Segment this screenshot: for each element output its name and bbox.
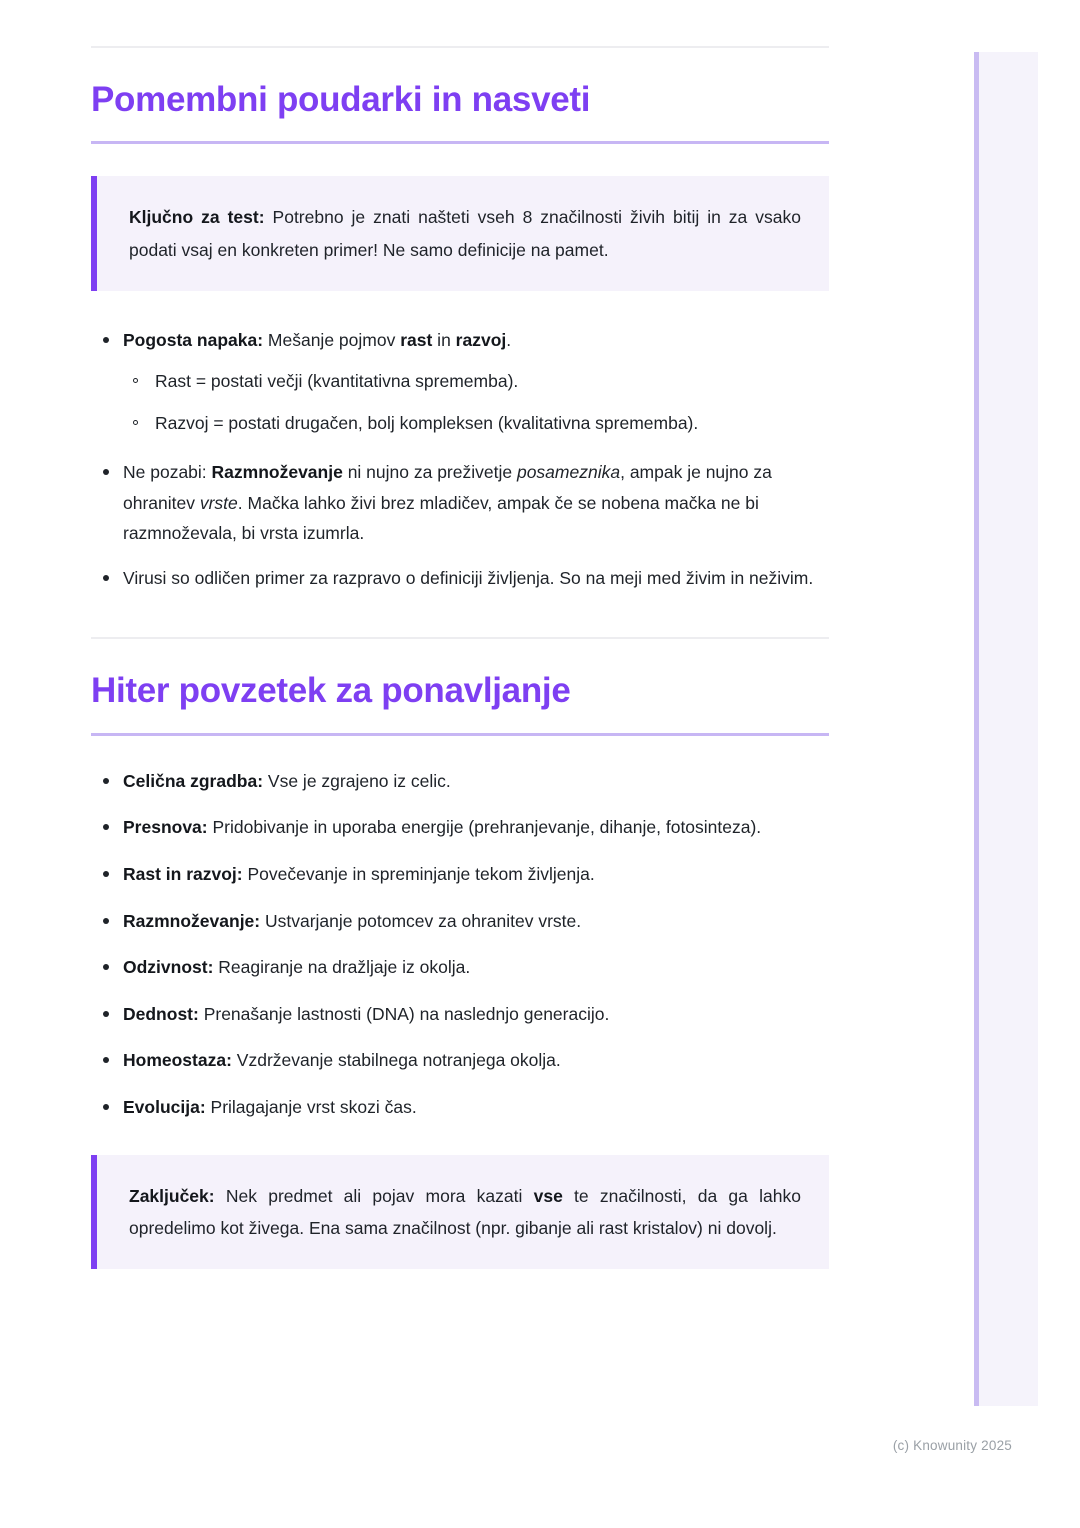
summary-label: Dednost: [123,1003,199,1024]
list-item [91,906,829,937]
bullet-text: Mešanje pojmov [263,330,401,350]
callout-body: Potrebno je znati našteti vseh 8 značilnosti živih bitij in za vsako podati vsaj en konkreten primer! Ne samo definicije na pamet. [129,207,801,260]
sub-list [123,366,829,439]
bullet-italic-vrste: vrste [199,492,238,513]
callout-emphasis-vse: vse [533,1185,563,1206]
summary-label: Presnova: [123,817,208,838]
callout-conclusion [91,1155,829,1270]
section-title-underline [91,141,829,144]
footer-copyright: (c) Knowunity 2025 [892,1438,1012,1453]
highlights-list [91,325,829,593]
bullet-text-2: in [432,330,456,350]
callout-text [129,201,801,266]
document-content-column [91,0,829,1269]
list-item [91,1045,829,1076]
summary-label: Rast in razvoj: [123,863,243,884]
summary-label: Odzivnost: [123,957,214,978]
summary-text: Vse je zgrajeno iz celic. [263,770,451,791]
bullet-text-3: . [506,330,512,350]
summary-label: Homeostaza: [123,1050,232,1071]
summary-text: Ustvarjanje potomcev za ohranitev vrste. [260,910,582,931]
callout-body-a: Nek predmet ali pojav mora kazati [214,1185,534,1206]
summary-label: Evolucija: [123,1097,206,1117]
section-title-underline-2 [91,733,829,736]
list-item [91,1092,829,1123]
summary-text: Prilagajanje vrst skozi čas. [205,1097,417,1117]
summary-list [91,766,829,1123]
bullet-lead: Ne pozabi: [123,461,212,482]
bullet-mid-2: , ampak je nujno za ohranitev [123,461,772,513]
list-item [91,999,829,1030]
summary-text: Pridobivanje in uporaba energije (prehranjevanje, dihanje, fotosinteza). [207,817,762,838]
callout-body-b: te značilnosti, da ga lahko opredelimo kot živega. Ena sama značilnost (npr. gibanje ali rast kristalov) ni dovolj. [129,1185,801,1238]
callout-text [129,1180,801,1245]
page-title: Pomembni poudarki in nasveti [91,80,591,119]
callout-label: Zaključek: [129,1185,215,1206]
section-hiter-povzetek [91,671,829,1269]
top-divider [91,46,829,48]
right-side-panel [974,52,1038,1406]
list-item [91,457,829,549]
list-item [91,859,829,890]
bullet-italic-posameznika: posameznika [516,461,621,482]
summary-text: Reagiranje na dražljaje iz okolja. [213,957,471,978]
summary-text: Povečevanje in spreminjanje tekom življenja. [242,863,595,884]
section-divider [91,637,829,639]
list-item [91,812,829,843]
list-item: Virusi so odličen primer za razpravo o definiciji življenja. So na meji med živim in neživim. [91,563,829,594]
list-item: Rast = postati večji (kvantitativna sprememba). [123,366,829,397]
summary-text: Prenašanje lastnosti (DNA) na naslednjo generacijo. [198,1003,610,1024]
summary-text: Vzdrževanje stabilnega notranjega okolja. [231,1050,561,1071]
page-title-2: Hiter povzetek za ponavljanje [91,671,571,711]
summary-label: Celična zgradba: [123,770,264,791]
list-item [91,766,829,797]
list-item [91,952,829,983]
list-item: Razvoj = postati drugačen, bolj kompleksen (kvalitativna sprememba). [123,408,829,439]
list-item [91,325,829,439]
callout-label: Ključno za test: [129,207,265,228]
summary-label: Razmnoževanje: [123,910,261,931]
bullet-label: Pogosta napaka: [123,330,264,350]
bullet-mid: ni nujno za preživetje [342,461,517,482]
bullet-emphasis-rast: rast [400,330,433,350]
callout-key-for-test [91,176,829,291]
bullet-emphasis-razmnozevanje: Razmnoževanje [211,461,343,482]
bullet-emphasis-razvoj: razvoj [455,330,507,350]
section-pomembni-poudarki [91,80,829,593]
bullet-tail: . Mačka lahko živi brez mladičev, ampak če se nobena mačka ne bi razmnoževala, bi vrsta izumrla. [123,492,759,544]
